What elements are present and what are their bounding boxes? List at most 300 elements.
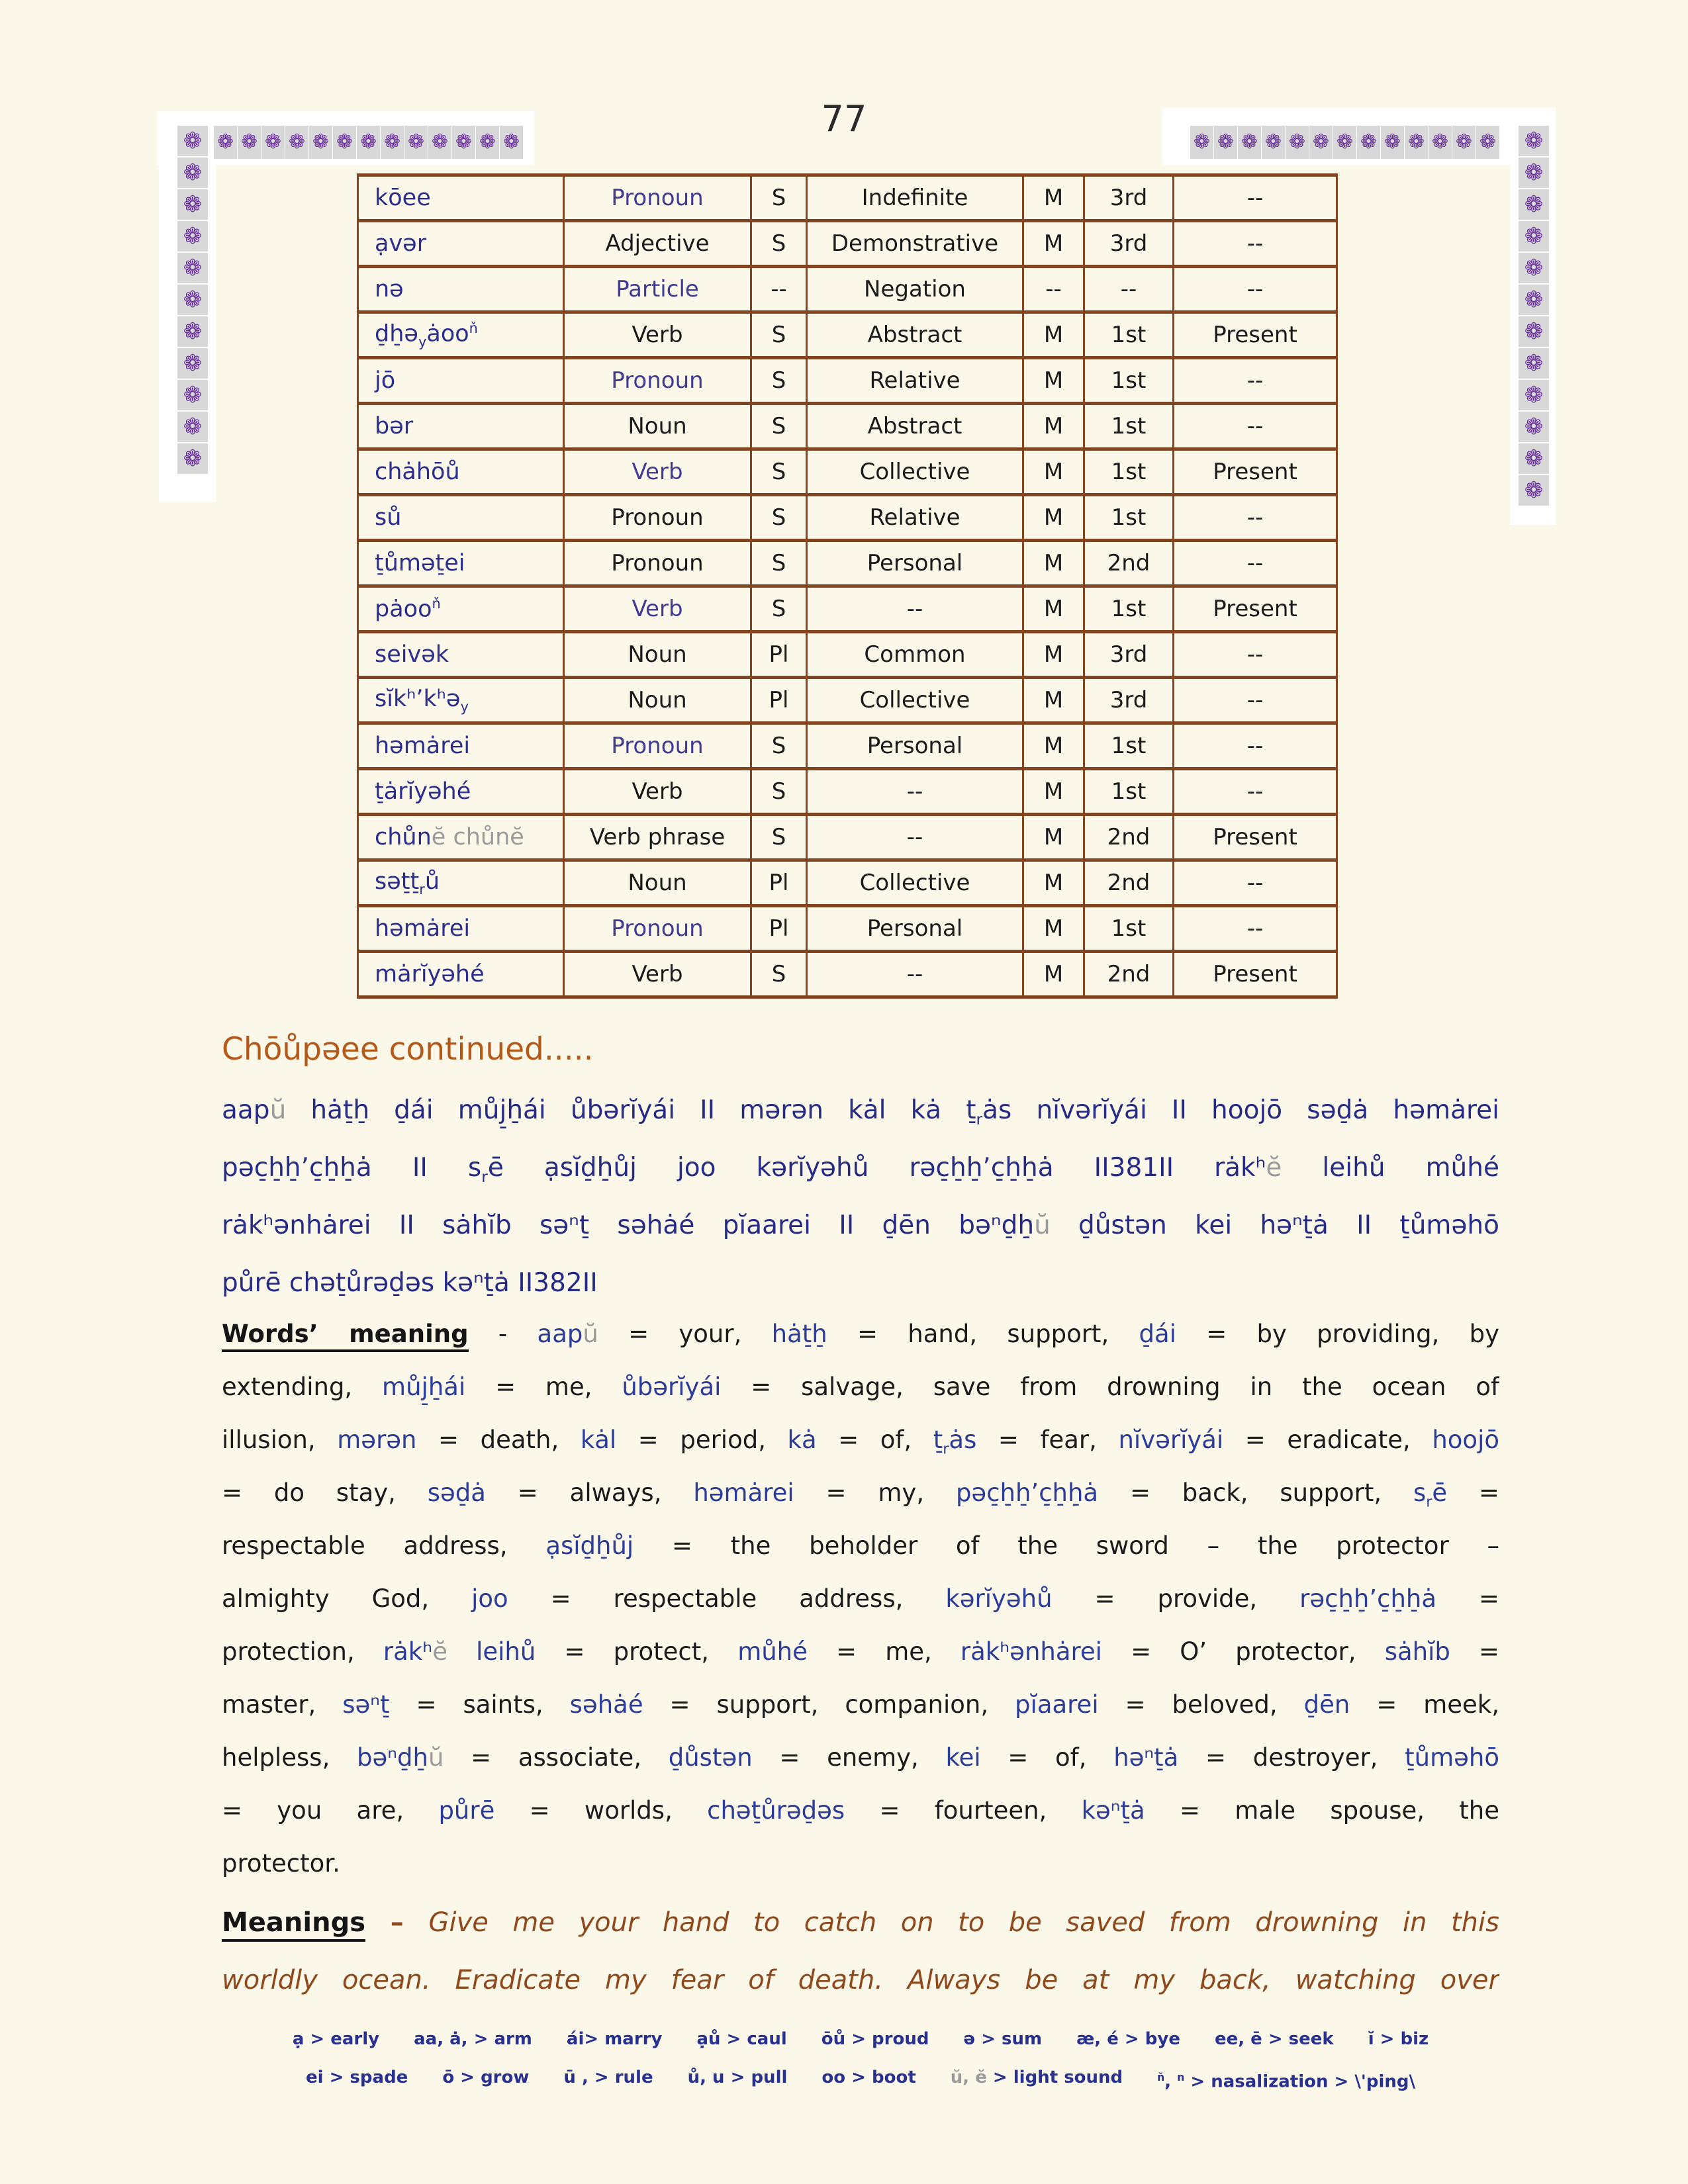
word-cell [358, 267, 564, 312]
legend-item [1215, 2023, 1334, 2056]
text-token: sů [375, 504, 402, 531]
text-token: = support, companion, [643, 1690, 1015, 1719]
text-token: ei > spade [306, 2068, 408, 2087]
flower-icon: ❁ [238, 126, 261, 159]
text-token: master, [222, 1690, 343, 1719]
tense-cell: -- [1174, 221, 1337, 267]
text-token: = death, [416, 1426, 581, 1454]
pos-cell: Noun [564, 678, 751, 723]
words-meaning-line [222, 1308, 1499, 1361]
text-token: ŭ, ĕ [950, 2068, 987, 2087]
pos-cell: Pronoun [564, 495, 751, 541]
text-token: = saints, [389, 1690, 570, 1719]
floral-border-top-right [1190, 126, 1499, 159]
table-row [358, 495, 1337, 541]
text-token: sȧhĭb [1384, 1637, 1450, 1666]
meanings-line [222, 1894, 1499, 1952]
words-meaning-line [222, 1572, 1499, 1625]
tense-cell: Present [1174, 815, 1337, 860]
pos-cell: Pronoun [564, 906, 751, 952]
text-token: ň [1157, 2071, 1165, 2083]
text-token: r [419, 882, 425, 897]
number-cell: Pl [751, 632, 807, 678]
text-token: = meek, [1350, 1690, 1499, 1719]
word-cell [358, 404, 564, 449]
number-cell: S [751, 312, 807, 358]
text-token: aap [537, 1320, 583, 1348]
text-token: t̠ůmət̠ei [375, 550, 465, 576]
tense-cell: Present [1174, 952, 1337, 997]
gender-cell: M [1023, 906, 1084, 952]
gender-cell: M [1023, 404, 1084, 449]
type-cell: Collective [807, 678, 1023, 723]
type-cell: Collective [807, 860, 1023, 906]
text-token: həmȧrei [375, 733, 471, 759]
text-token: bər [375, 413, 414, 439]
flower-icon: ❁ [357, 126, 380, 159]
table-row [358, 358, 1337, 404]
flower-icon: ❁ [1429, 126, 1452, 159]
text-token: ĕ [431, 824, 446, 850]
text-token: ȧs nĭvərĭyái II hoojō səd̠ȧ həmȧrei [982, 1095, 1499, 1125]
text-token: ee, ē > seek [1214, 2029, 1334, 2049]
text-token: səd̠ȧ [427, 1479, 486, 1507]
pronunciation-legend-row-2 [222, 2061, 1499, 2094]
text-token: = enemy, [752, 1743, 946, 1772]
table-row [358, 221, 1337, 267]
legend-item [1157, 2061, 1415, 2094]
text-token: kȧ [787, 1426, 817, 1454]
text-token: = of, [980, 1743, 1114, 1772]
table-row [358, 723, 1337, 769]
person-cell: 1st [1084, 586, 1174, 632]
text-token: rəc̠h̠h̠’c̠h̠h̠ȧ [1299, 1584, 1437, 1613]
text-token: respectable address, [222, 1531, 546, 1560]
text-token: r [943, 1440, 949, 1458]
flower-icon: ❁ [177, 221, 208, 251]
text-token: = worlds, [494, 1796, 708, 1825]
flower-icon: ❁ [1519, 316, 1549, 347]
page-number: 77 [821, 98, 867, 140]
text-token: hȧt̠h̠ d̠ái můj̠h̠ái ůbərĭyái II mərən kȧl kȧ t̠ [286, 1095, 976, 1125]
text-token: chȧhōů [375, 459, 460, 485]
tense-cell: -- [1174, 906, 1337, 952]
type-cell: Personal [807, 906, 1023, 952]
text-token: ůbərĭyái [622, 1373, 722, 1401]
person-cell: 1st [1084, 449, 1174, 495]
word-cell [358, 495, 564, 541]
words-meaning-paragraph [222, 1308, 1499, 1890]
flower-icon: ❁ [333, 126, 356, 159]
word-cell [358, 221, 564, 267]
table-row [358, 404, 1337, 449]
flower-icon: ❁ [177, 443, 208, 474]
pos-cell: Pronoun [564, 541, 751, 586]
flower-icon: ❁ [1476, 126, 1499, 159]
text-token: helpless, [222, 1743, 357, 1772]
flower-icon: ❁ [1286, 126, 1309, 159]
text-token: = me, [807, 1637, 961, 1666]
text-token: = back, support, [1098, 1479, 1413, 1507]
flower-icon: ❁ [1519, 348, 1549, 379]
flower-icon: ❁ [381, 126, 404, 159]
gender-cell: M [1023, 586, 1084, 632]
text-token: d̠ēn [1303, 1690, 1350, 1719]
text-token: mərən [337, 1426, 417, 1454]
person-cell: 2nd [1084, 860, 1174, 906]
text-token: kəⁿt̠ȧ [1081, 1796, 1145, 1825]
text-token: kōee [375, 185, 431, 211]
person-cell: 1st [1084, 495, 1174, 541]
legend-item [821, 2023, 929, 2056]
number-cell: Pl [751, 678, 807, 723]
text-token: pəc̠h̠h̠’c̠h̠h̠ȧ [955, 1479, 1099, 1507]
person-cell: -- [1084, 267, 1174, 312]
text-token: = salvage, save from drowning in the ocean of [721, 1373, 1499, 1401]
verse-line [222, 1254, 1499, 1312]
gender-cell: M [1023, 723, 1084, 769]
flower-icon: ❁ [1452, 126, 1476, 159]
words-meaning-line [222, 1520, 1499, 1572]
text-token: s [1413, 1479, 1427, 1507]
verse-text [222, 1081, 1499, 1312]
word-cell [358, 541, 564, 586]
meanings-paragraph [222, 1894, 1499, 2009]
type-cell: -- [807, 769, 1023, 815]
text-token: rȧkʰ [383, 1637, 433, 1666]
pos-cell: Noun [564, 860, 751, 906]
pos-cell: Verb [564, 449, 751, 495]
text-token: ạ > early [292, 2029, 380, 2049]
table-row [358, 906, 1337, 952]
gender-cell: M [1023, 495, 1084, 541]
text-token: pĭaarei [1015, 1690, 1099, 1719]
text-token: = do stay, [222, 1479, 428, 1507]
tense-cell: -- [1174, 860, 1337, 906]
flower-icon: ❁ [177, 412, 208, 442]
flower-icon: ❁ [1519, 189, 1549, 220]
type-cell: Collective [807, 449, 1023, 495]
person-cell: 1st [1084, 723, 1174, 769]
word-cell [358, 906, 564, 952]
text-token: = my, [794, 1479, 956, 1507]
person-cell: 3rd [1084, 678, 1174, 723]
number-cell: S [751, 586, 807, 632]
text-token: r [976, 1109, 983, 1128]
pos-cell: Verb phrase [564, 815, 751, 860]
legend-item [1368, 2023, 1429, 2056]
flower-icon: ❁ [177, 380, 208, 410]
number-cell: S [751, 358, 807, 404]
tense-cell: -- [1174, 175, 1337, 221]
text-token: d̠h̠ə [375, 320, 418, 347]
text-token: t̠ůməhō [1405, 1743, 1499, 1772]
number-cell: S [751, 723, 807, 769]
number-cell: -- [751, 267, 807, 312]
gender-cell: M [1023, 860, 1084, 906]
person-cell: 1st [1084, 358, 1174, 404]
floral-border-left [177, 126, 208, 474]
flower-icon: ❁ [177, 158, 208, 188]
pos-cell: Pronoun [564, 175, 751, 221]
table-row [358, 541, 1337, 586]
type-cell: Relative [807, 358, 1023, 404]
grammar-table-body [358, 175, 1337, 997]
text-token: aap [222, 1095, 270, 1125]
text-token: = me, [465, 1373, 622, 1401]
table-row [358, 678, 1337, 723]
gender-cell: M [1023, 541, 1084, 586]
words-meaning-line [222, 1837, 1499, 1890]
text-token: ŭ [1034, 1210, 1051, 1240]
table-row [358, 952, 1337, 997]
flower-icon: ❁ [1190, 126, 1213, 159]
type-cell: Common [807, 632, 1023, 678]
tense-cell: -- [1174, 678, 1337, 723]
text-token: y [418, 334, 427, 350]
number-cell: S [751, 175, 807, 221]
text-token: = [1447, 1479, 1499, 1507]
tense-cell: -- [1174, 404, 1337, 449]
word-cell [358, 312, 564, 358]
flower-icon: ❁ [1519, 221, 1549, 251]
flower-icon: ❁ [1519, 158, 1549, 188]
text-token: = [1436, 1584, 1499, 1613]
flower-icon: ❁ [1405, 126, 1428, 159]
text-token: æ, é > bye [1076, 2029, 1180, 2049]
text-token: kei [945, 1743, 981, 1772]
number-cell: S [751, 495, 807, 541]
legend-item [696, 2023, 786, 2056]
person-cell: 1st [1084, 906, 1174, 952]
text-token: chůn [375, 824, 432, 850]
text-token: jō [375, 367, 396, 394]
text-token: ạvər [375, 230, 427, 257]
text-token: r [481, 1167, 488, 1186]
flower-icon: ❁ [177, 348, 208, 379]
text-token: = you are, [222, 1796, 439, 1825]
word-cell [358, 952, 564, 997]
gender-cell: M [1023, 632, 1084, 678]
type-cell: -- [807, 815, 1023, 860]
flower-icon: ❁ [1309, 126, 1333, 159]
tense-cell: -- [1174, 541, 1337, 586]
text-token: ŭ [269, 1095, 287, 1125]
text-token: můhé [737, 1637, 808, 1666]
text-token: y [460, 699, 469, 715]
text-token: nĭvərĭyái [1118, 1426, 1224, 1454]
text-token: > light sound [986, 2068, 1123, 2087]
text-token: d̠ůstən [668, 1743, 753, 1772]
tense-cell: Present [1174, 449, 1337, 495]
text-token: chůnĕ [453, 824, 524, 850]
word-cell [358, 678, 564, 723]
text-token: protector. [222, 1849, 340, 1878]
text-token: aa, ȧ, > arm [414, 2029, 532, 2049]
grammar-table [357, 173, 1338, 999]
flower-icon: ❁ [1262, 126, 1285, 159]
text-token: hȧt̠h̠ [771, 1320, 827, 1348]
text-token: sət̠t̠ [375, 868, 420, 895]
flower-icon: ❁ [1519, 412, 1549, 442]
text-token: ů, u > pull [687, 2068, 788, 2087]
flower-icon: ❁ [1381, 126, 1404, 159]
legend-item [963, 2023, 1042, 2056]
number-cell: S [751, 952, 807, 997]
type-cell: Personal [807, 723, 1023, 769]
text-token: = [1450, 1637, 1499, 1666]
text-token: almighty God, [222, 1584, 472, 1613]
table-row [358, 860, 1337, 906]
flower-icon: ❁ [177, 285, 208, 315]
words-meaning-line [222, 1467, 1499, 1520]
text-token: = associate, [444, 1743, 669, 1772]
text-token: ň [432, 595, 441, 612]
gender-cell: M [1023, 312, 1084, 358]
tense-cell: -- [1174, 723, 1337, 769]
text-token: = provide, [1052, 1584, 1300, 1613]
word-cell [358, 769, 564, 815]
number-cell: S [751, 404, 807, 449]
text-token: pȧoo [375, 596, 432, 623]
table-row [358, 267, 1337, 312]
legend-item [293, 2023, 379, 2056]
text-token: səhȧé [569, 1690, 643, 1719]
gender-cell: M [1023, 678, 1084, 723]
legend-item [1076, 2023, 1180, 2056]
word-cell [358, 815, 564, 860]
flower-icon: ❁ [1519, 475, 1549, 506]
pos-cell: Verb [564, 952, 751, 997]
text-token: = fourteen, [845, 1796, 1082, 1825]
text-token: ōů > proud [821, 2029, 929, 2049]
text-token: Words’ meaning [222, 1320, 469, 1352]
number-cell: S [751, 541, 807, 586]
text-token: půrē chət̠ůrəd̠əs kəⁿt̠ȧ II382II [222, 1268, 598, 1298]
flower-icon: ❁ [1333, 126, 1356, 159]
legend-item [306, 2061, 408, 2094]
text-token: nə [375, 276, 404, 302]
text-token: ŭ [428, 1743, 444, 1772]
text-token: = fear, [976, 1426, 1119, 1454]
flower-icon: ❁ [476, 126, 499, 159]
flower-icon: ❁ [452, 126, 475, 159]
number-cell: S [751, 221, 807, 267]
flower-icon: ❁ [404, 126, 428, 159]
tense-cell: Present [1174, 586, 1337, 632]
text-token: = respectable address, [508, 1584, 946, 1613]
text-token [445, 824, 453, 850]
pos-cell: Noun [564, 632, 751, 678]
type-cell: Abstract [807, 404, 1023, 449]
table-row [358, 312, 1337, 358]
text-token: pəc̠h̠h̠’c̠h̠h̠ȧ II s [222, 1153, 482, 1183]
text-token: - [468, 1320, 538, 1348]
legend-item [442, 2061, 529, 2094]
person-cell: 1st [1084, 404, 1174, 449]
text-token: ň [469, 320, 478, 336]
legend-item [563, 2061, 653, 2094]
flower-icon: ❁ [177, 126, 208, 156]
number-cell: S [751, 815, 807, 860]
gender-cell: M [1023, 221, 1084, 267]
text-token: Meanings [222, 1907, 365, 1942]
type-cell: Indefinite [807, 175, 1023, 221]
pos-cell: Verb [564, 312, 751, 358]
flower-icon: ❁ [1519, 443, 1549, 474]
text-token: t̠ȧrĭyəhé [375, 778, 471, 805]
text-token: n [1177, 2071, 1185, 2083]
text-token: = O’ protector, [1102, 1637, 1385, 1666]
text-token: ȧs [949, 1426, 977, 1454]
text-token: rȧkʰənhȧrei II sȧhĭb səⁿt̠ səhȧé pĭaarei II d̠ēn bəⁿd̠h̠ [222, 1210, 1035, 1240]
gender-cell: -- [1023, 267, 1084, 312]
type-cell: Abstract [807, 312, 1023, 358]
text-token: leihů můhé [1282, 1153, 1499, 1183]
text-token: d̠ůstən kei həⁿt̠ȧ II t̠ůməhō [1050, 1210, 1499, 1240]
word-cell [358, 358, 564, 404]
word-cell [358, 723, 564, 769]
table-row [358, 586, 1337, 632]
flower-icon: ❁ [1519, 126, 1549, 156]
number-cell: Pl [751, 860, 807, 906]
text-token: ạsĭd̠h̠ůj [545, 1531, 634, 1560]
text-token: ů [424, 868, 440, 895]
person-cell: 3rd [1084, 632, 1174, 678]
person-cell: 3rd [1084, 221, 1174, 267]
legend-item [821, 2061, 915, 2094]
text-token: Give me your hand to catch on to be saved from drowning in this [428, 1907, 1499, 1938]
text-token: sĭkʰ’kʰə [375, 686, 461, 712]
text-token: – [365, 1907, 429, 1938]
text-token: = beloved, [1098, 1690, 1304, 1719]
floral-border-right [1519, 126, 1549, 506]
flower-icon: ❁ [1519, 285, 1549, 315]
verse-line [222, 1081, 1499, 1139]
text-token: ə > sum [963, 2029, 1043, 2049]
text-token: r [1426, 1493, 1432, 1511]
person-cell: 1st [1084, 312, 1174, 358]
flower-icon: ❁ [285, 126, 308, 159]
text-token: ū , > rule [563, 2068, 653, 2087]
flower-icon: ❁ [309, 126, 332, 159]
text-token: mȧrĭyəhé [375, 961, 485, 987]
text-token: ē [1432, 1479, 1448, 1507]
flower-icon: ❁ [500, 126, 523, 159]
word-cell [358, 449, 564, 495]
text-token: ē ạsĭd̠h̠ůj joo kərĭyəhů rəc̠h̠h̠’c̠h̠h̠ȧ II381II rȧkʰ [487, 1153, 1266, 1183]
words-meaning-line [222, 1361, 1499, 1414]
text-token: extending, [222, 1373, 383, 1401]
flower-icon: ❁ [177, 189, 208, 220]
gender-cell: M [1023, 769, 1084, 815]
type-cell: Personal [807, 541, 1023, 586]
flower-icon: ❁ [1238, 126, 1261, 159]
text-token: ō > grow [442, 2068, 530, 2087]
type-cell: -- [807, 952, 1023, 997]
word-cell [358, 586, 564, 632]
text-token: = protect, [536, 1637, 738, 1666]
person-cell: 3rd [1084, 175, 1174, 221]
person-cell: 2nd [1084, 541, 1174, 586]
text-token: chət̠ůrəd̠əs [707, 1796, 845, 1825]
text-token: protection, [222, 1637, 383, 1666]
text-token: ái> marry [566, 2029, 663, 2049]
words-meaning-line [222, 1414, 1499, 1467]
word-cell [358, 175, 564, 221]
text-token: = the beholder of the sword – the protector – [633, 1531, 1499, 1560]
legend-item [951, 2061, 1123, 2094]
